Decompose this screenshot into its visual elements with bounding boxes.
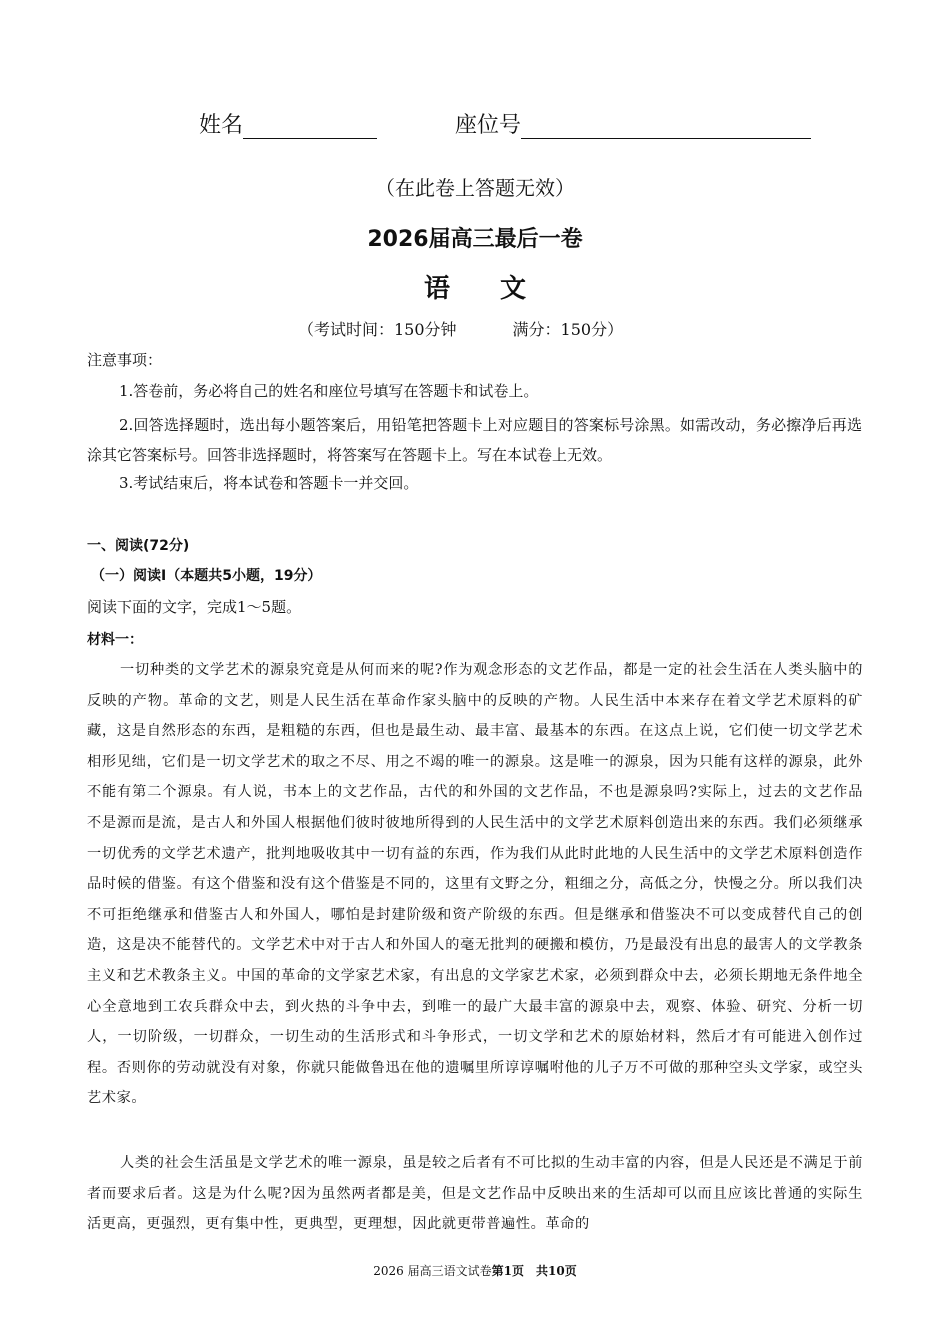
section-title: 一、阅读(72分)	[87, 538, 190, 554]
footer-page-number: 第1页 共10页	[491, 1264, 577, 1278]
subject-char-1: 语	[423, 274, 450, 304]
invalid-note: （在此卷上答题无效）	[375, 176, 575, 200]
subject-title	[0, 268, 950, 305]
notice-item-2: 2.回答选择题时，选出每小题答案后，用铅笔把答题卡上对应题目的答案标号涂黑。如需改动，务必擦净后再选涂其它答案标号。回答非选择题时，将答案写在答题卡上。写在本试卷上无效。	[87, 416, 862, 464]
material-paragraph-2: 人类的社会生活虽是文学艺术的唯一源泉，虽是较之后者有不可比拟的生动丰富的内容，但是人民还是不满足于前者而要求后者。这是为什么呢?因为虽然两者都是美，但是文艺作品中反映出来的生活却可以而且应该比普通的实际生活更高，更强烈，更有集中性，更典型，更理想，因此就更带普遍性。革命的	[87, 1155, 863, 1233]
full-score: 满分：150分）	[512, 320, 624, 339]
material-paragraph-1: 一切种类的文学艺术的源泉究竟是从何而来的呢?作为观念形态的文艺作品，都是一定的社会生活在人类头脑中的反映的产物。革命的文艺，则是人民生活在革命作家头脑中的反映的产物。人民生活中本来存在着文学艺术原料的矿藏，这是自然形态的东西，是粗糙的东西，但也是最生动、最丰富、最基本的东西。在这点上说，它们使一切文学艺术相形见绌，它们是一切文学艺术的取之不尽、用之不竭的唯一的源泉。这是唯一的源泉，因为只能有这样的源泉，此外不能有第二个源泉。有人说，书本上的文艺作品，古代的和外国的文艺作品，不也是源泉吗?实际上，过去的文艺作品不是源而是流，是古人和外国人根据他们彼时彼地所得到的人民生活中的文学艺术原料创造出来的东西。我们必须继承一切优秀的文学艺术遗产，批判地吸收其中一切有益的东西，作为我们从此时此地的人民生活中的文学艺术原料创造作品时候的借鉴。有这个借鉴和没有这个借鉴是不同的，这里有文野之分，粗细之分，高低之分，快慢之分。所以我们决不可拒绝继承和借鉴古人和外国人，哪怕是封建阶级和资产阶级的东西。但是继承和借鉴决不可以变成替代自己的创造，这是决不能替代的。文学艺术中对于古人和外国人的毫无批判的硬搬和模仿，乃是最没有出息的最害人的文学教条主义和艺术教条主义。中国的革命的文学家艺术家，有出息的文学家艺术家，必须到群众中去，必须长期地无条件地全心全意地到工农兵群众中去，到火热的斗争中去，到唯一的最广大最丰富的源泉中去，观察、体验、研究、分析一切人，一切阶级，一切群众，一切生动的生活形式和斗争形式，一切文学和艺术的原始材料，然后才有可能进入创作过程。否则你的劳动就没有对象，你就只能做鲁迅在他的遗嘱里所谆谆嘱咐他的儿子万不可做的那种空头文学家，或空头艺术家。	[87, 662, 863, 1107]
seat-label: 座位号	[455, 113, 522, 138]
name-label: 姓名	[199, 113, 244, 138]
exam-title: 2026届高三最后一卷	[367, 227, 583, 252]
notice-item-1: 1.答卷前，务必将自己的姓名和座位号填写在答题卡和试卷上。	[119, 382, 539, 400]
notice-heading: 注意事项：	[87, 351, 163, 369]
name-blank-line[interactable]	[243, 116, 377, 139]
name-seat-row	[199, 108, 811, 139]
time-info	[298, 317, 623, 340]
notice-item-3: 3.考试结束后，将本试卷和答题卡一并交回。	[119, 474, 419, 492]
footer-exam-name: 2026 届高三语文试卷	[373, 1264, 492, 1278]
seat-blank-line[interactable]	[521, 116, 811, 139]
section-subtitle: （一）阅读I（本题共5小题，19分）	[91, 568, 322, 584]
exam-time: （考试时间：150分钟	[298, 320, 457, 339]
subject-char-2: 文	[500, 274, 527, 304]
page-footer	[0, 1262, 950, 1279]
reading-instruction: 阅读下面的文字，完成1～5题。	[87, 598, 302, 616]
material-label: 材料一：	[87, 632, 143, 648]
